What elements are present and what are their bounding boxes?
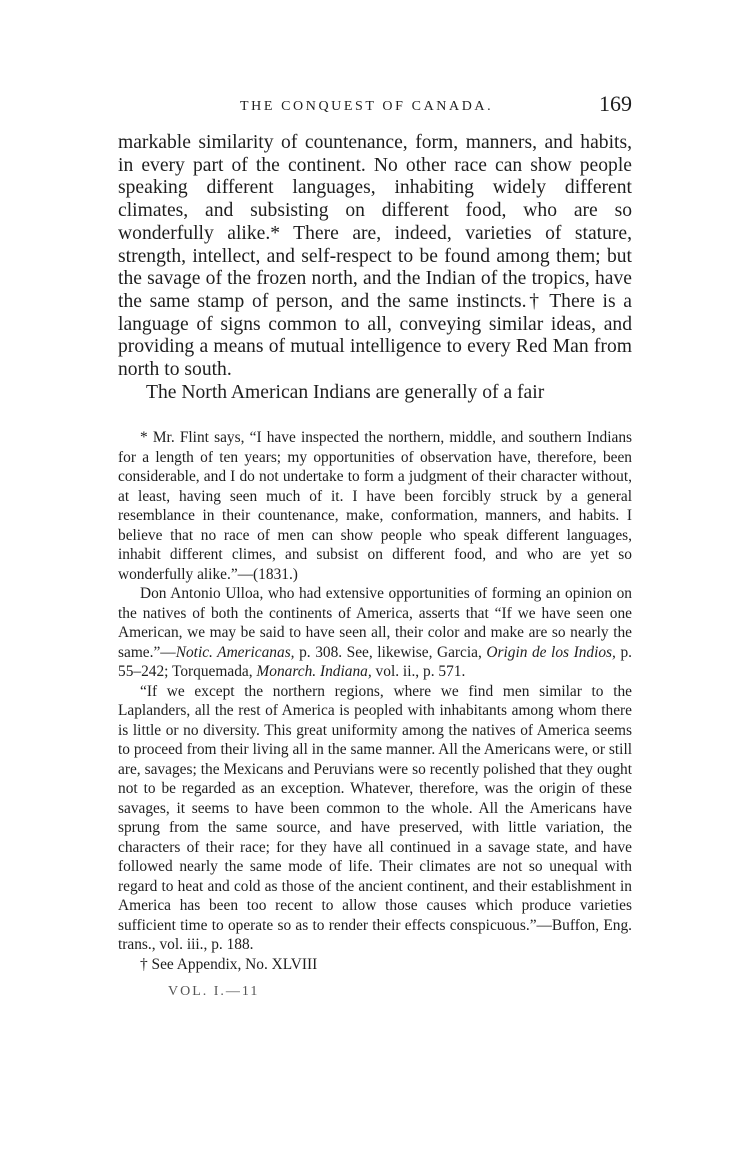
footnote-buffon: “If we except the northern regions, where we find men similar to the Laplanders, all the rest of America is peopled with inhabitants among whom there is little or no diversity. This great uniformity among the natives of America seems to proceed from their living all in the same manner. All the Americans were, or still are, savages; the Mexicans and Peruvians were so recently polished that they ought not to be regarded as an exception. Whatever, therefore, was the origin of these savages, it seems to have been common to the whole. All the Americans have sprung from the same source, and have preserved, with little variation, the characters of their race; for they have all continued in a savage state, and have followed nearly the same mode of life. Their climates are not so unequal with regard to heat and cold as those of the ancient continent, and their establishment in America has been too recent to allow those causes which produce varieties sufficient time to operate so as to render their effects conspicuous.”—Buffon, Eng. trans., vol. iii., p. 188. xyxy=(118,682,632,953)
citation-monarch: Monarch. Indiana, xyxy=(256,663,372,680)
citation-notic: Notic. Americanas, xyxy=(175,643,295,661)
footnote-flint: * Mr. Flint says, “I have inspected the northern, middle, and southern Indians for a length of ten years; my opportunities of observation have, therefore, been considerable, and I do not undertake to form a judgment of their character without, at least, having seen much of it. I have been forcibly struck by a general resemblance in their countenance, make, conformation, manners, and habits. I believe that no race of men can show people who speak different languages, inhabit different climes, and subsist on different food, and who are yet so wonderfully alike.”—(1831.) xyxy=(118,429,632,583)
page-header xyxy=(118,91,632,123)
footnote-ulloa-text: Don Antonio Ulloa, who had extensive opportunities of forming an opinion on the natives of both the continents of America, asserts that “If we have seen one American, we may be said to have seen all, their color and make are so nearly the same.”— xyxy=(118,585,632,661)
footnotes xyxy=(118,428,632,974)
running-title: THE CONQUEST OF CANADA. xyxy=(240,99,494,114)
citation-origin: Origin de los Indios, xyxy=(486,643,616,661)
page-number: 169 xyxy=(599,91,632,116)
main-text xyxy=(118,132,632,404)
body-paragraph-2: The North American Indians are generally of a fair xyxy=(146,381,545,403)
signature-mark: VOL. I.—11 xyxy=(168,984,260,999)
footnote-ulloa-text-2: p. 308. See, likewise, Garcia, xyxy=(294,643,487,661)
footnote-appendix: † See Appendix, No. XLVIII xyxy=(140,955,318,973)
body-paragraph-1: markable similarity of countenance, form, manners, and habits, in every part of the continent. No other race can show people speaking different languages, inhabiting widely different climates, and subsisting on different food, who are so wonderfully alike.* There are, indeed, varieties of stature, strength, intellect, and self-respect to be found among them; but the savage of the frozen north, and the Indian of the tropics, have the same stamp of person, and the same instincts.† There is a language of signs common to all, conveying similar ideas, and providing a means of mutual intelligence to every Red Man from north to south. xyxy=(118,132,632,381)
footnote-ulloa-text-3: p. 55–242; Torquemada, xyxy=(118,643,632,680)
footnote-ulloa xyxy=(118,584,632,682)
footnote-ulloa-text-4: vol. ii., p. 571. xyxy=(371,663,466,680)
